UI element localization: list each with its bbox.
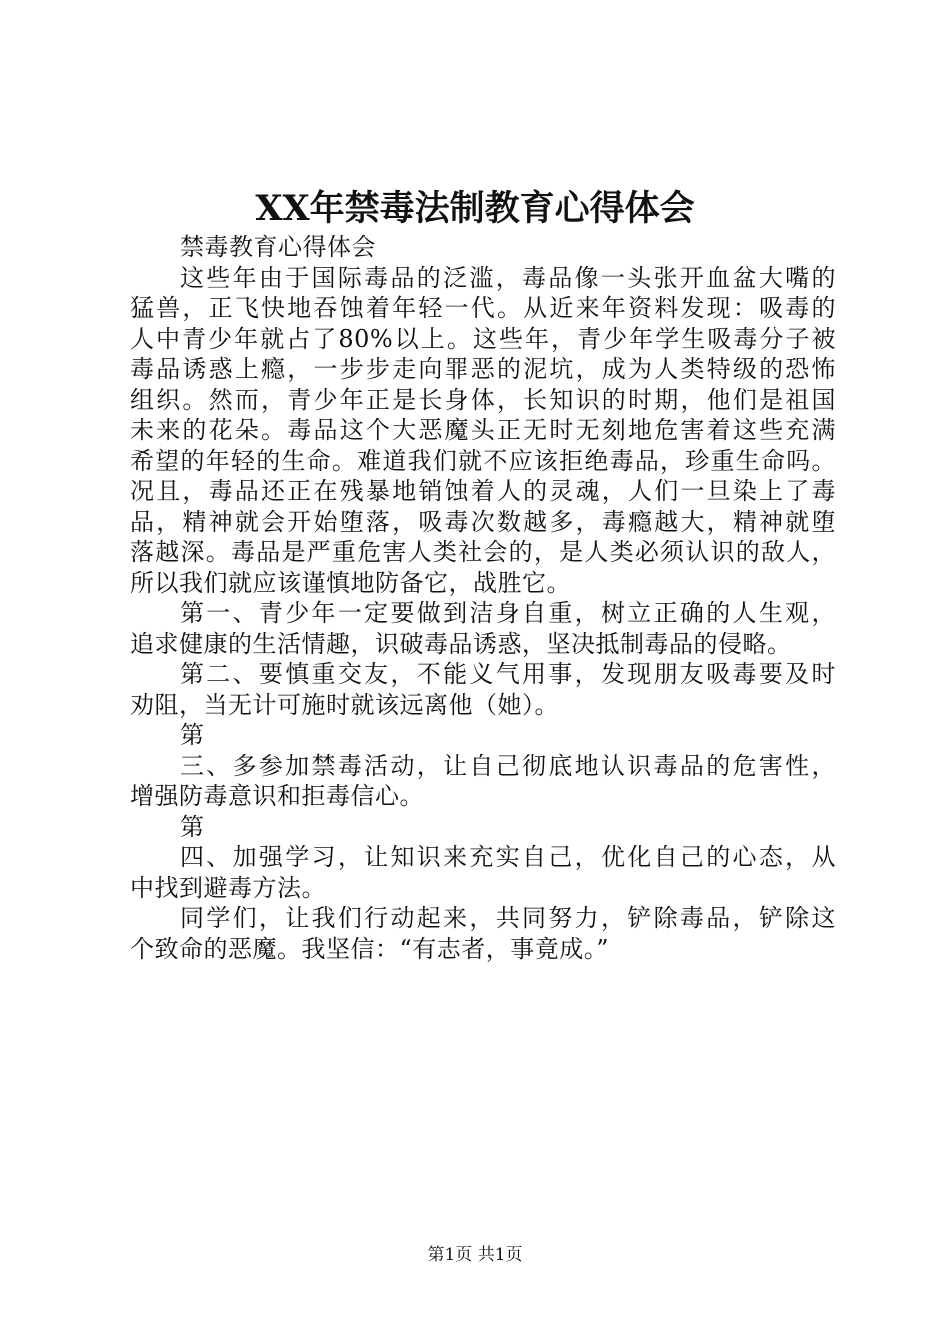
paragraph-line: 这些年由于国际毒品的泛滥，毒品像一头张开血盆大嘴的 [180,263,836,292]
document-title: XX年禁毒法制教育心得体会 [255,188,695,229]
paragraph-line: 四、加强学习，让知识来充实自己，优化自己的心态，从 [180,843,836,871]
paragraph-line: 所以我们就应该谨慎地防备它，战胜它。 [130,568,571,597]
paragraph-line: 同学们，让我们行动起来，共同努力，铲除毒品，铲除这 [180,904,836,932]
paragraph-line: 品，精神就会开始堕落，吸毒次数越多，毒瘾越大，精神就堕 [130,507,836,536]
paragraph-line: 希望的年轻的生命。难道我们就不应该拒绝毒品，珍重生命吗。 [130,446,836,475]
paragraph-line: 毒品诱惑上瘾，一步步走向罪恶的泥坑，成为人类特级的恐怖 [130,355,836,383]
paragraph-line: 增强防毒意识和拒毒信心。 [130,782,424,810]
paragraph-line: 第二、要慎重交友，不能义气用事，发现朋友吸毒要及时 [180,660,836,688]
paragraph-line: 组织。然而，青少年正是长身体，长知识的时期，他们是祖国 [130,385,836,414]
paragraph-line: 个致命的恶魔。我坚信：“有志者，事竟成。” [130,934,610,963]
paragraph-line: 中找到避毒方法。 [130,873,326,902]
paragraph-line: 况且，毒品还正在残暴地销蚀着人的灵魂，人们一旦染上了毒 [130,477,836,505]
paragraph-line: 第一、青少年一定要做到洁身自重，树立正确的人生观， [180,599,836,627]
page-footer: 第1页 共1页 [427,1245,523,1265]
paragraph-line: 追求健康的生活情趣，识破毒品诱惑，坚决抵制毒品的侵略。 [130,629,792,658]
paragraph-line: 三、多参加禁毒活动，让自己彻底地认识毒品的危害性， [180,751,836,780]
paragraph-line: 第 [180,721,205,749]
subtitle-line: 禁毒教育心得体会 [180,233,376,261]
document-body [130,232,836,964]
paragraph-line: 人中青少年就占了80%以上。这些年，青少年学生吸毒分子被 [130,324,836,353]
paragraph-line: 猛兽，正飞快地吞蚀着年轻一代。从近来年资料发现：吸毒的 [130,294,836,322]
paragraph-line: 落越深。毒品是严重危害人类社会的，是人类必须认识的敌人， [130,538,836,566]
paragraph-line: 第 [180,812,205,841]
paragraph-line: 劝阻，当无计可施时就该远离他（她）。 [130,690,559,719]
paragraph-line: 未来的花朵。毒品这个大恶魔头正无时无刻地危害着这些充满 [130,416,836,444]
